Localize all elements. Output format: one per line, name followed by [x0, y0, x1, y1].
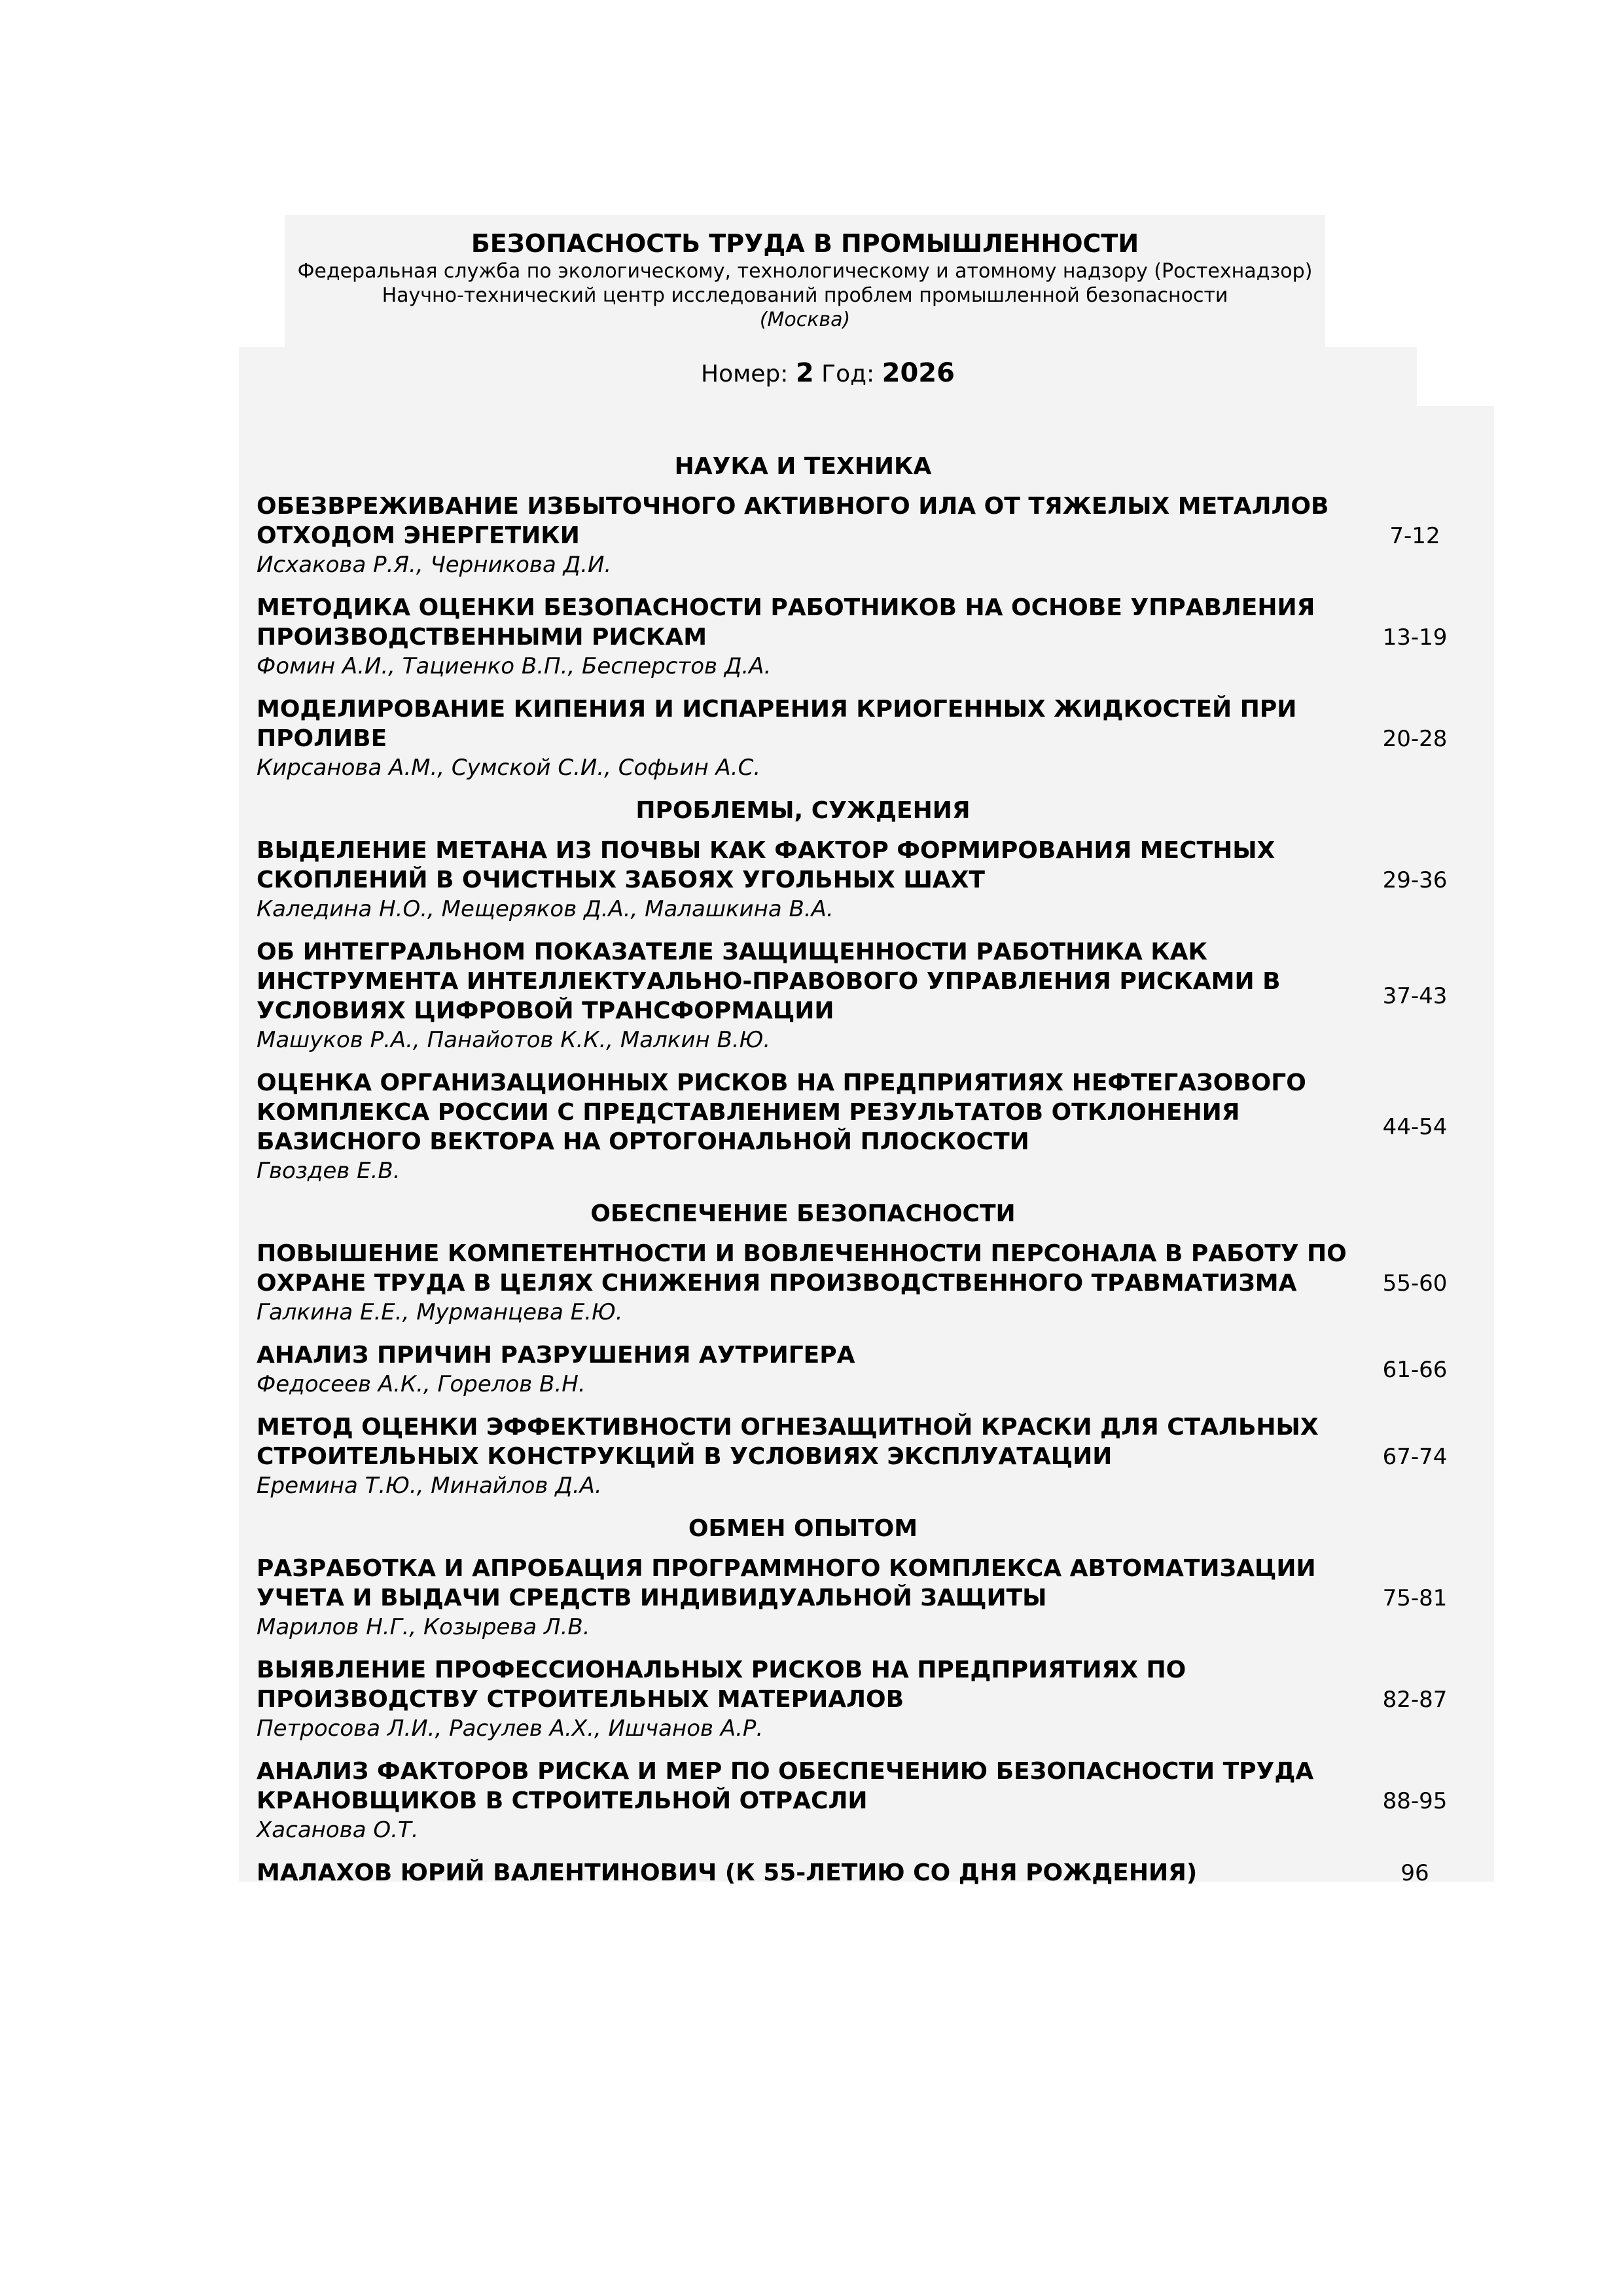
pages-text: 55-60: [1382, 1270, 1448, 1297]
article-authors: Кирсанова А.М., Сумской С.И., Софьин А.С.: [257, 755, 761, 781]
toc-entry[interactable]: [257, 836, 1480, 924]
article-pages: [1356, 1340, 1474, 1399]
article-pages: [1356, 937, 1474, 1055]
pages-text: 29-36: [1382, 867, 1448, 893]
pages-text: 75-81: [1382, 1585, 1448, 1611]
article-title[interactable]: МАЛАХОВ ЮРИЙ ВАЛЕНТИНОВИЧ (К 55-ЛЕТИЮ СО ДНЯ РОЖДЕНИЯ): [257, 1859, 1198, 1886]
toc-entry[interactable]: [257, 492, 1480, 580]
section-heading: ПРОБЛЕМЫ, СУЖДЕНИЯ: [635, 797, 971, 824]
article-title[interactable]: РАЗРАБОТКА И АПРОБАЦИЯ ПРОГРАММНОГО КОМПЛЕКСА АВТОМАТИЗАЦИИ УЧЕТА И ВЫДАЧИ СРЕДСТВ ИНДИВИДУАЛЬНОЙ ЗАЩИТЫ: [257, 1555, 1316, 1611]
toc-entry[interactable]: [257, 593, 1480, 681]
article-pages: [1356, 1858, 1474, 1888]
issue-year: 2026: [882, 358, 955, 388]
pages-text: 61-66: [1382, 1357, 1448, 1383]
toc-entry[interactable]: [257, 1239, 1480, 1327]
article-authors: Машуков Р.А., Панайотов К.К., Малкин В.Ю.: [257, 1027, 771, 1053]
toc-entry[interactable]: [257, 1340, 1480, 1399]
issue-number: 2: [795, 358, 814, 388]
article-title[interactable]: ОБЕЗВРЕЖИВАНИЕ ИЗБЫТОЧНОГО АКТИВНОГО ИЛА ОТ ТЯЖЕЛЫХ МЕТАЛЛОВ ОТХОДОМ ЭНЕРГЕТИКИ: [257, 493, 1329, 549]
toc-entry[interactable]: [257, 937, 1480, 1055]
pages-text: 44-54: [1382, 1114, 1448, 1140]
article-authors: Галкина Е.Е., Мурманцева Е.Ю.: [257, 1299, 623, 1325]
article-title[interactable]: ВЫЯВЛЕНИЕ ПРОФЕССИОНАЛЬНЫХ РИСКОВ НА ПРЕДПРИЯТИЯХ ПО ПРОИЗВОДСТВУ СТРОИТЕЛЬНЫХ МАТЕРИАЛОВ: [257, 1657, 1186, 1713]
article-authors: Марилов Н.Г., Козырева Л.В.: [257, 1614, 590, 1640]
section-heading: НАУКА И ТЕХНИКА: [674, 453, 932, 480]
pages-text: 82-87: [1382, 1686, 1448, 1713]
toc-entry[interactable]: [257, 1412, 1480, 1501]
toc-entry[interactable]: [257, 1068, 1480, 1186]
article-authors: Федосеев А.К., Горелов В.Н.: [257, 1371, 586, 1397]
article-authors: Хасанова О.Т.: [257, 1817, 419, 1843]
center-line: Научно-технический центр исследований проблем промышленной безопасности: [382, 284, 1228, 307]
article-authors: Каледина Н.О., Мещеряков Д.А., Малашкина В.А.: [257, 896, 834, 922]
toc-entry[interactable]: [257, 1554, 1480, 1642]
article-authors: Еремина Т.Ю., Минайлов Д.А.: [257, 1473, 602, 1499]
article-pages: [1356, 836, 1474, 924]
article-title[interactable]: МЕТОД ОЦЕНКИ ЭФФЕКТИВНОСТИ ОГНЕЗАЩИТНОЙ КРАСКИ ДЛЯ СТАЛЬНЫХ СТРОИТЕЛЬНЫХ КОНСТРУКЦИЙ В УСЛОВИЯХ ЭКСПЛУАТАЦИИ: [257, 1414, 1319, 1470]
article-title[interactable]: ПОВЫШЕНИЕ КОМПЕТЕНТНОСТИ И ВОВЛЕЧЕННОСТИ ПЕРСОНАЛА В РАБОТУ ПО ОХРАНЕ ТРУДА В ЦЕЛЯХ СНИЖЕНИЯ ПРОИЗВОДСТВЕННОГО ТРАВМАТИЗМА: [257, 1240, 1347, 1297]
article-authors: Петросова Л.И., Расулев А.Х., Ишчанов А.Р.: [257, 1715, 764, 1742]
toc-entry[interactable]: [257, 694, 1480, 783]
article-pages: [1356, 593, 1474, 681]
journal-title: БЕЗОПАСНОСТЬ ТРУДА В ПРОМЫШЛЕННОСТИ: [471, 229, 1139, 258]
section-heading: ОБМЕН ОПЫТОМ: [688, 1515, 918, 1542]
pages-text: 13-19: [1382, 624, 1448, 651]
article-pages: [1356, 1757, 1474, 1845]
toc-entry[interactable]: [257, 1655, 1480, 1744]
article-pages: [1356, 1068, 1474, 1186]
article-pages: [1356, 492, 1474, 580]
pages-text: 96: [1400, 1859, 1429, 1886]
article-pages: [1356, 1554, 1474, 1642]
article-authors: Гвоздев Е.В.: [257, 1158, 401, 1184]
toc-list: [257, 452, 1480, 1901]
publisher-line: Федеральная служба по экологическому, технологическому и атомному надзору (Ростехнадзор): [297, 260, 1313, 283]
article-authors: Исхакова Р.Я., Черникова Д.И.: [257, 552, 612, 578]
issue-number-label: Номер:: [701, 361, 789, 387]
article-title[interactable]: МЕТОДИКА ОЦЕНКИ БЕЗОПАСНОСТИ РАБОТНИКОВ НА ОСНОВЕ УПРАВЛЕНИЯ ПРОИЗВОДСТВЕННЫМИ РИСКАМ: [257, 594, 1315, 651]
issue-year-label: Год:: [821, 361, 875, 387]
pages-text: 20-28: [1382, 725, 1448, 752]
pages-text: 67-74: [1382, 1443, 1448, 1470]
toc-entry[interactable]: [257, 1757, 1480, 1845]
article-title[interactable]: ОЦЕНКА ОРГАНИЗАЦИОННЫХ РИСКОВ НА ПРЕДПРИЯТИЯХ НЕФТЕГАЗОВОГО КОМПЛЕКСА РОССИИ С ПРЕДСТАВЛЕНИЕМ РЕЗУЛЬТАТОВ ОТКЛОНЕНИЯ БАЗИСНОГО ВЕКТОРА НА ОРТОГОНАЛЬНОЙ ПЛОСКОСТИ: [257, 1069, 1306, 1155]
article-title[interactable]: МОДЕЛИРОВАНИЕ КИПЕНИЯ И ИСПАРЕНИЯ КРИОГЕННЫХ ЖИДКОСТЕЙ ПРИ ПРОЛИВЕ: [257, 696, 1297, 752]
article-authors: Фомин А.И., Тациенко В.П., Бесперстов Д.А.: [257, 653, 772, 679]
table-of-contents: [239, 406, 1494, 1886]
section-heading: ОБЕСПЕЧЕНИЕ БЕЗОПАСНОСТИ: [590, 1200, 1016, 1227]
issue-info: [239, 347, 1417, 406]
city-line: (Москва): [759, 308, 851, 331]
article-title[interactable]: АНАЛИЗ ФАКТОРОВ РИСКА И МЕР ПО ОБЕСПЕЧЕНИЮ БЕЗОПАСНОСТИ ТРУДА КРАНОВЩИКОВ В СТРОИТЕЛЬНОЙ ОТРАСЛИ: [257, 1758, 1314, 1814]
pages-text: 7-12: [1389, 522, 1440, 549]
article-pages: [1356, 1412, 1474, 1501]
article-title[interactable]: ВЫДЕЛЕНИЕ МЕТАНА ИЗ ПОЧВЫ КАК ФАКТОР ФОРМИРОВАНИЯ МЕСТНЫХ СКОПЛЕНИЙ В ОЧИСТНЫХ ЗАБОЯХ УГОЛЬНЫХ ШАХТ: [257, 837, 1275, 893]
article-title[interactable]: ОБ ИНТЕГРАЛЬНОМ ПОКАЗАТЕЛЕ ЗАЩИЩЕННОСТИ РАБОТНИКА КАК ИНСТРУМЕНТА ИНТЕЛЛЕКТУАЛЬНО-ПРАВОВОГО УПРАВЛЕНИЯ РИСКАМИ В УСЛОВИЯХ ЦИФРОВОЙ ТРАНСФОРМАЦИИ: [257, 939, 1281, 1024]
article-pages: [1356, 694, 1474, 783]
article-title[interactable]: АНАЛИЗ ПРИЧИН РАЗРУШЕНИЯ АУТРИГЕРА: [257, 1342, 855, 1369]
toc-entry[interactable]: [257, 1858, 1480, 1888]
journal-header: [285, 215, 1325, 347]
article-pages: [1356, 1239, 1474, 1327]
pages-text: 88-95: [1382, 1787, 1448, 1814]
pages-text: 37-43: [1382, 983, 1448, 1009]
article-pages: [1356, 1655, 1474, 1744]
